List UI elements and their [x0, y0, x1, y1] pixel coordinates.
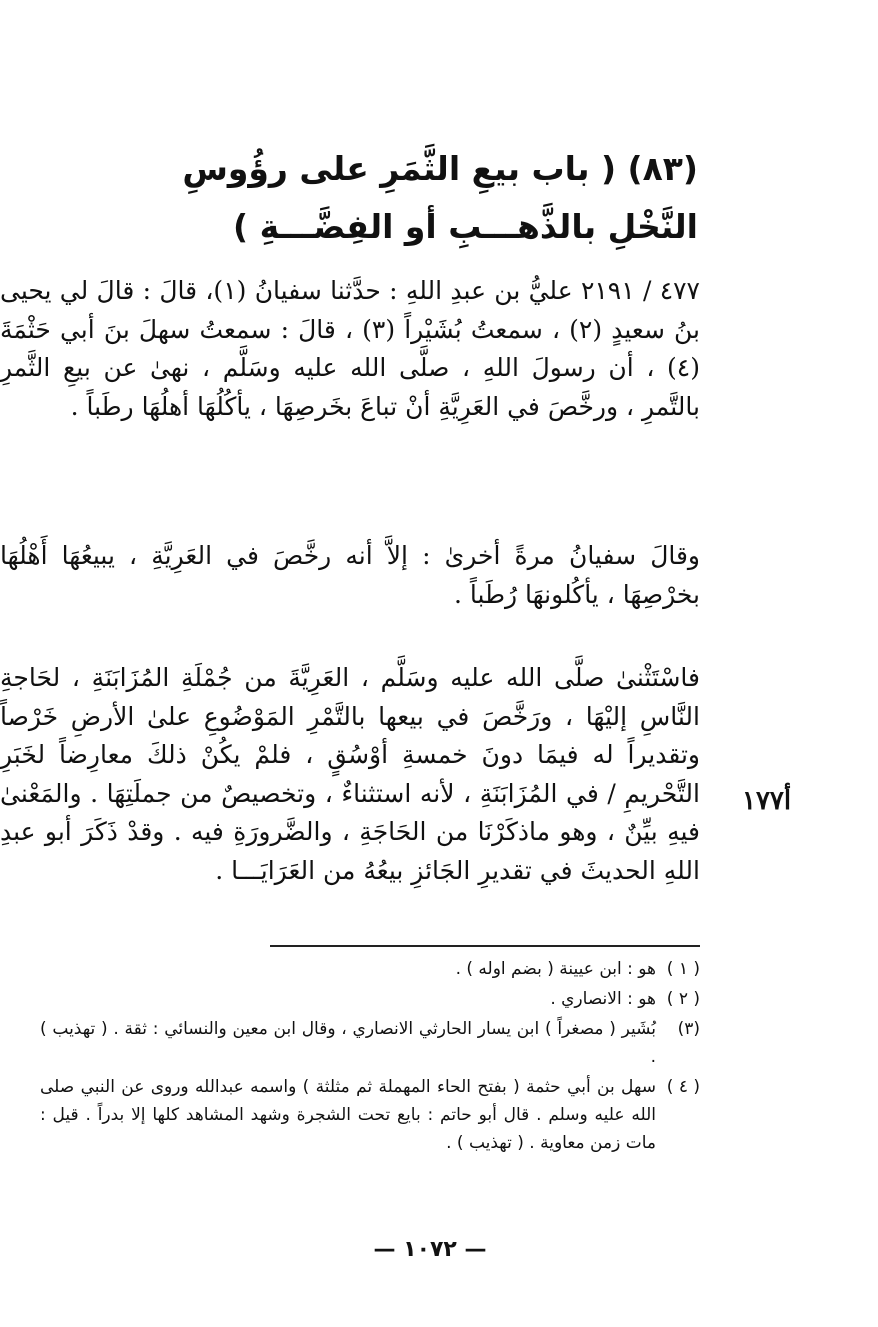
page-number: — ١٠٧٢ — [373, 1237, 487, 1262]
chapter-title: (٨٣) ( باب بيعِ الثَّمَرِ على رؤُوسِ النَّخْلِ بالذَّهـــبِ أو الفِضَّـــةِ ) [182, 149, 698, 246]
footnote [40, 985, 700, 1013]
footnote-number: (٣) [677, 1019, 700, 1039]
footnote [40, 1015, 700, 1071]
margin-folio-note: أ١٧٧ [742, 786, 792, 816]
commentary-paragraph: فاسْتَثْنىٰ صلَّى الله عليه وسَلَّم ، العَرِيَّةَ من جُمْلَةِ المُزَابَنَةِ ، لحَاجةِ النَّاسِ إليْهَا ، ورَخَّصَ في بيعها بالتَّمْرِ المَوْضُوعِ علىٰ الأرضِ خَرْصاً وتقديراً له فيمَا دونَ خمسةِ أوْسُقٍ ، فلمْ يكُنْ ذلكَ معارِضاً لخَبَرِ التَّحْريمِ / في المُزَابَنَةِ ، لأنه استثناءٌ ، وتخصيصٌ من جملَتِهَا . والمَعْنىٰ فيهِ بيِّنٌ ، وهو ماذكَرْنَا من الحَاجَةِ ، والضَّرورَةِ فيه . وقدْ ذَكَرَ أبو عبدِ اللهِ الحديثَ في تقديرِ الجَائزِ بيعُهُ من العَرَايَـــا . [0, 663, 700, 885]
footnote-number: ( ٢ ) [666, 989, 700, 1009]
footnote-text: هو : ابن عيينة ( بضم اوله ) . [455, 959, 656, 979]
hadith-paragraph: ٤٧٧ / ٢١٩١ عليُّ بن عبدِ اللهِ : حدَّثنا سفيانُ (١)، قالَ : قالَ لي يحيى بنُ سعيدٍ (٢) ، سمعتُ بُشَيْراً (٣) ، قالَ : سمعتُ سهلَ بنَ أبي حَثْمَةَ (٤) ، أن رسولَ اللهِ ، صلَّى الله عليه وسَلَّم ، نهىٰ عن بيعِ الثَّمرِ بالتَّمرِ ، ورخَّصَ في العَرِيَّةِ أنْ تباعَ بخَرصِهَا ، يأكُلُهَا أهلُهَا رطَباً . [0, 276, 701, 421]
footnote-number: ( ٤ ) [666, 1077, 700, 1097]
narration-variant-paragraph: وقالَ سفيانُ مرةً أخرىٰ : إلاَّ أنه رخَّصَ في العَرِيَّةِ ، يبيعُهَا أَهْلُهَا بخرْصِهَا ، يأكُلونهَا رُطَباً . [0, 541, 700, 609]
footnote-divider [270, 945, 700, 947]
footnote-text: بُشَير ( مصغراً ) ابن يسار الحارثي الانصاري ، وقال ابن معين والنسائي : ثقة . ( تهذيب ) . [40, 1019, 656, 1067]
footnote [40, 1073, 700, 1157]
footnote-number: ( ١ ) [666, 959, 700, 979]
footnote [40, 955, 700, 983]
footnotes-section [40, 955, 700, 1159]
footnote-text: سهل بن أبي حثمة ( بفتح الحاء المهملة ثم مثلثة ) واسمه عبدالله وروى عن النبي صلى الله عليه وسلم . قال أبو حاتم : بايع تحت الشجرة وشهد المشاهد كلها إلا بدراً . قيل : مات زمن معاوية . ( تهذيب ) . [40, 1077, 656, 1153]
footnote-text: هو : الانصاري . [550, 989, 656, 1009]
